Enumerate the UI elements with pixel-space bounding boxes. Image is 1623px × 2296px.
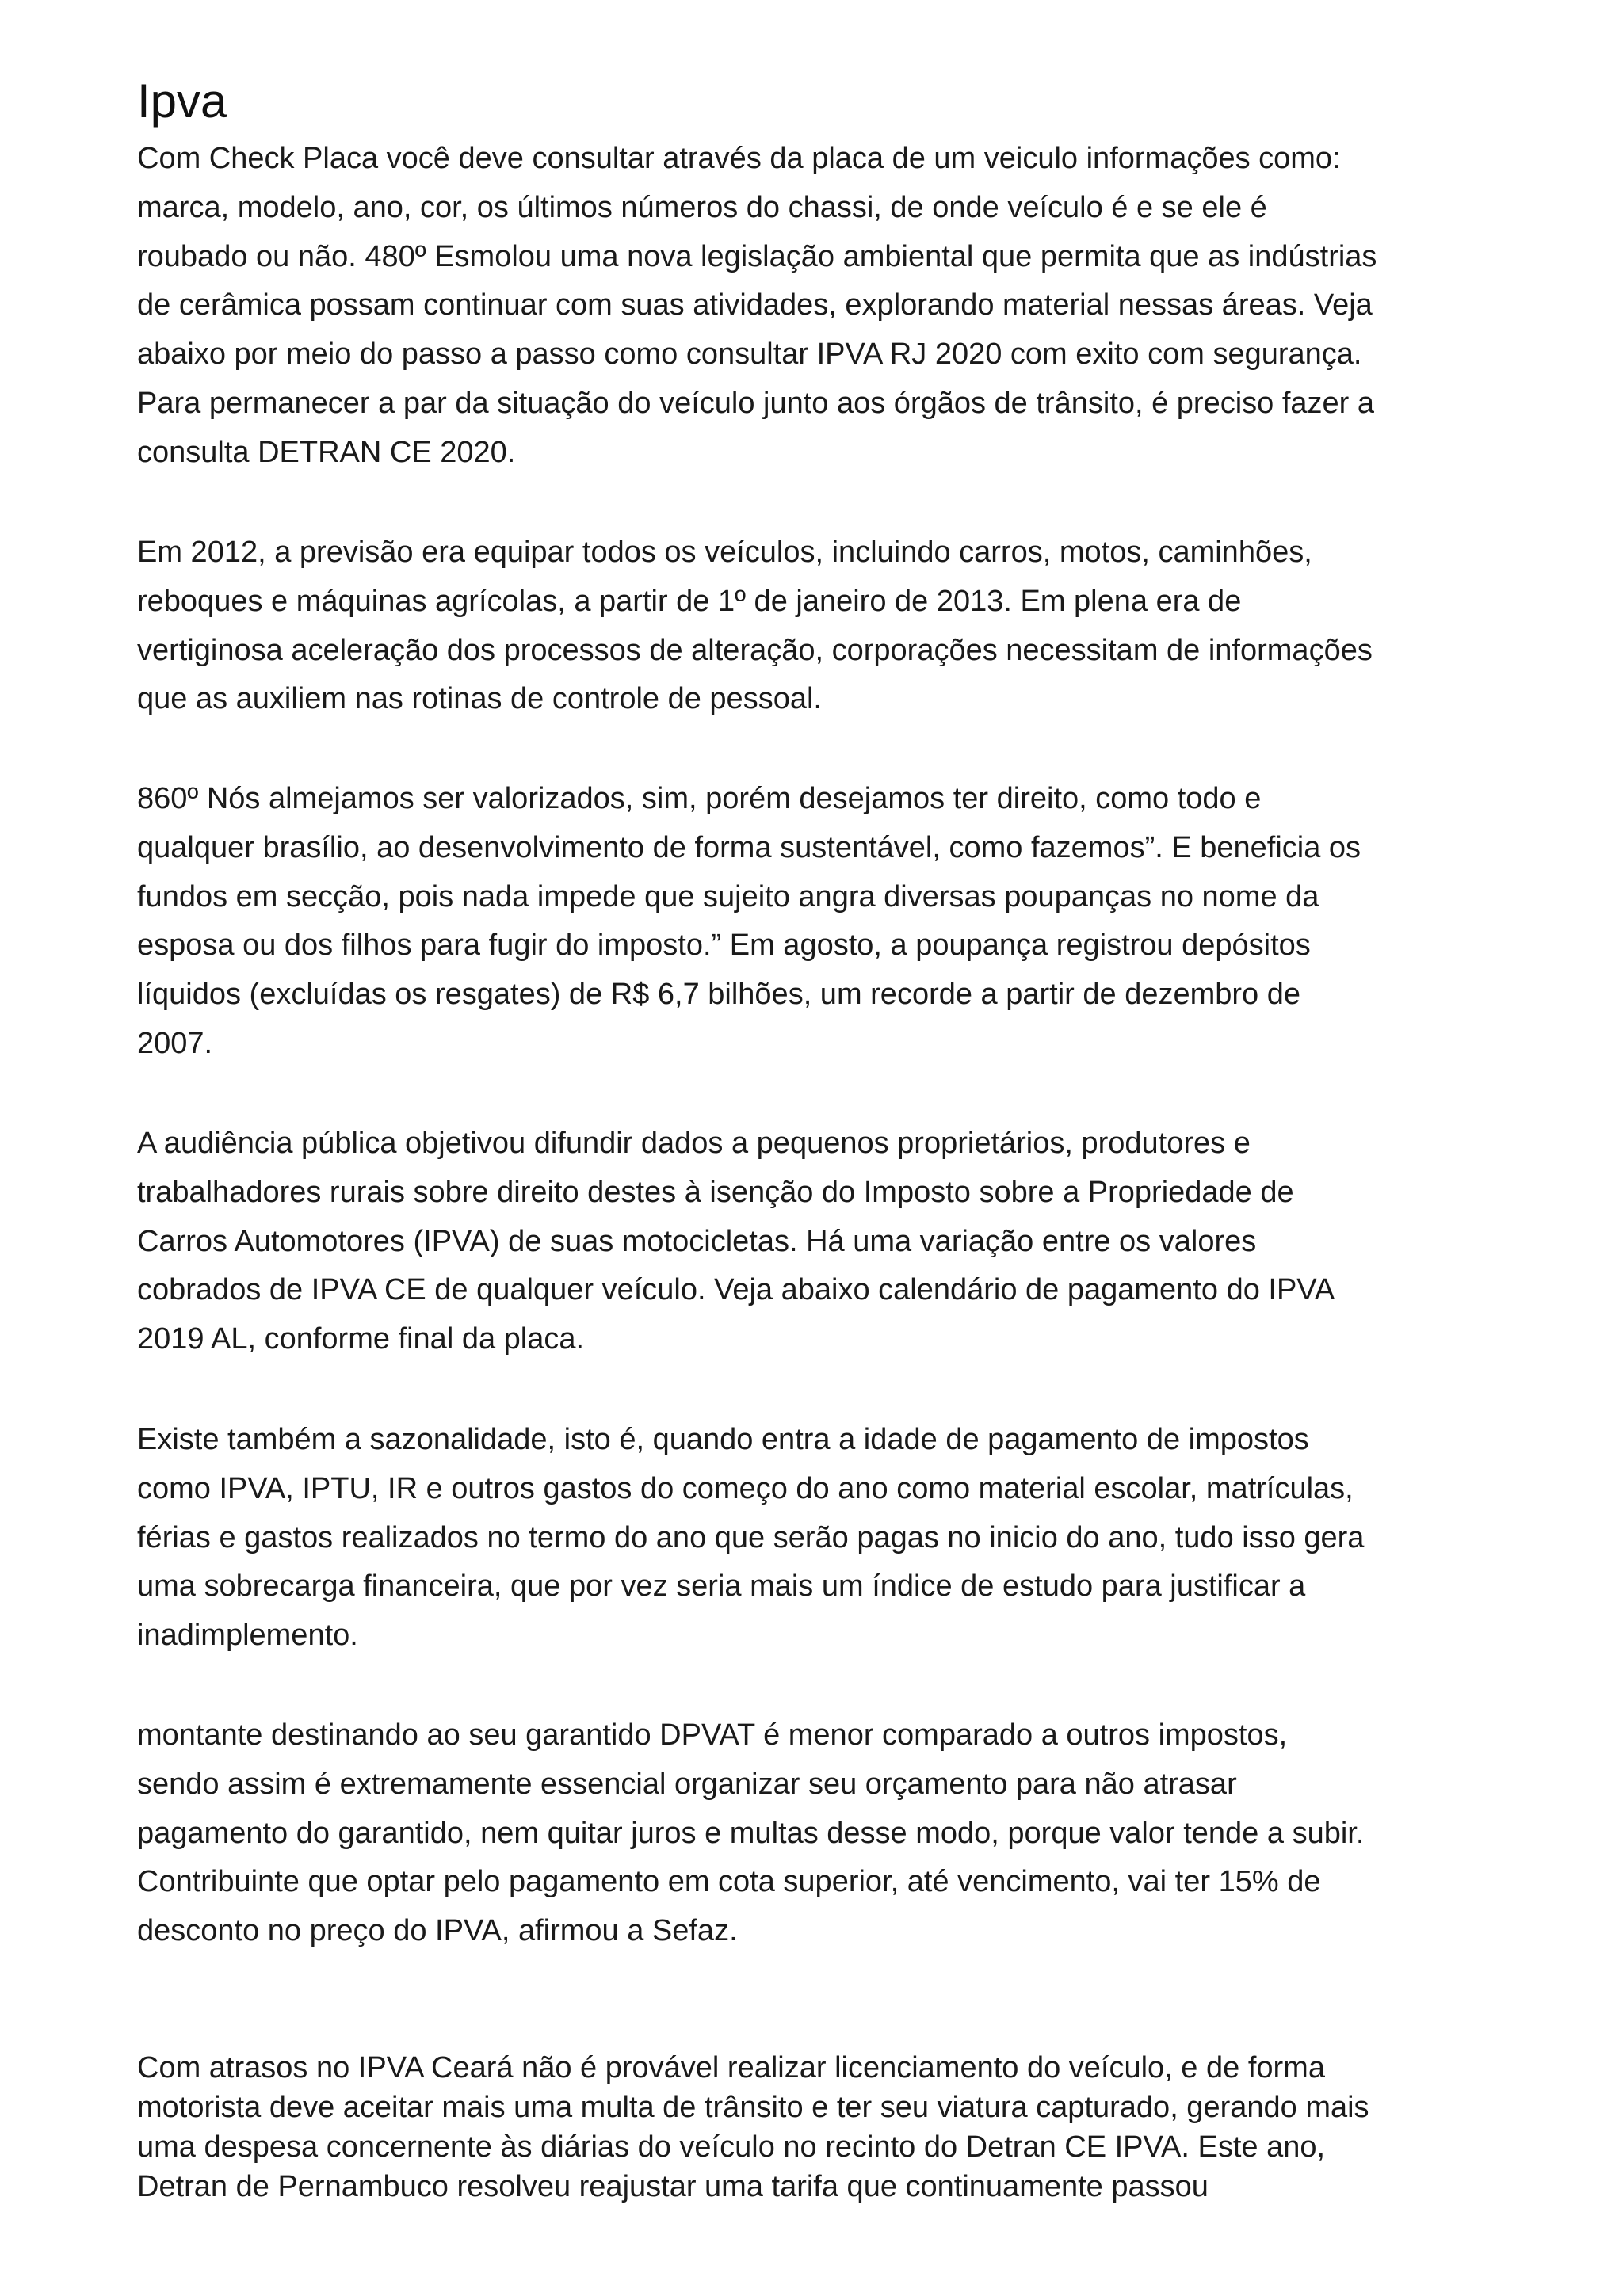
text-line: líquidos (excluídas os resgates) de R$ 6,7 bilhões, um recorde a partir de dezembro de: [137, 978, 1301, 1012]
text-line: Contribuinte que optar pelo pagamento em cota superior, até vencimento, vai ter 15% de: [137, 1865, 1321, 1899]
text-line: A audiência pública objetivou difundir dados a pequenos proprietários, produtores e: [137, 1127, 1251, 1160]
text-line: 2019 AL, conforme final da placa.: [137, 1322, 585, 1356]
paragraph-5: [137, 1416, 1500, 1661]
text-line: Para permanecer a par da situação do veículo junto aos órgãos de trânsito, é preciso fazer a: [137, 386, 1375, 420]
text-line: uma despesa concernente às diárias do veículo no recinto do Detran CE IPVA. Este ano,: [137, 2130, 1326, 2164]
text-line: sendo assim é extremamente essencial organizar seu orçamento para não atrasar: [137, 1767, 1237, 1801]
text-line: pagamento do garantido, nem quitar juros e multas desse modo, porque valor tende a subir.: [137, 1816, 1365, 1850]
text-line: vertiginosa aceleração dos processos de alteração, corporações necessitam de informações: [137, 633, 1373, 667]
text-line: Em 2012, a previsão era equipar todos os veículos, incluindo carros, motos, caminhões,: [137, 536, 1312, 569]
text-line: desconto no preço do IPVA, afirmou a Sefaz.: [137, 1914, 738, 1948]
text-line: trabalhadores rurais sobre direito destes à isenção do Imposto sobre a Propriedade de: [137, 1175, 1294, 1209]
text-line: motorista deve aceitar mais uma multa de trânsito e ter seu viatura capturado, gerando mais: [137, 2091, 1369, 2124]
text-line: qualquer brasílio, ao desenvolvimento de forma sustentável, como fazemos”. E beneficia os: [137, 830, 1361, 864]
paragraph-6: [137, 1711, 1500, 1956]
text-line: roubado ou não. 480º Esmolou uma nova legislação ambiental que permita que as indústrias: [137, 239, 1377, 273]
text-line: férias e gastos realizados no termo do ano que serão pagas no inicio do ano, tudo isso gera: [137, 1520, 1365, 1554]
text-line: como IPVA, IPTU, IR e outros gastos do começo do ano como material escolar, matrículas,: [137, 1471, 1354, 1505]
paragraph-1: [137, 135, 1500, 478]
text-line: montante destinando ao seu garantido DPVAT é menor comparado a outros impostos,: [137, 1718, 1288, 1752]
text-line: 860º Nós almejamos ser valorizados, sim, porém desejamos ter direito, como todo e: [137, 782, 1262, 815]
text-line: uma sobrecarga financeira, que por vez seria mais um índice de estudo para justificar a: [137, 1569, 1306, 1604]
text-line: Carros Automotores (IPVA) de suas motocicletas. Há uma variação entre os valores: [137, 1224, 1257, 1258]
text-line: cobrados de IPVA CE de qualquer veículo. Veja abaixo calendário de pagamento do IPVA: [137, 1273, 1335, 1307]
text-line: de cerâmica possam continuar com suas atividades, explorando material nessas áreas. Veja: [137, 288, 1373, 322]
text-line: fundos em secção, pois nada impede que sujeito angra diversas poupanças no nome da: [137, 879, 1319, 913]
text-line: 2007.: [137, 1026, 213, 1060]
text-line: Com Check Placa você deve consultar através da placa de um veiculo informações como:: [137, 142, 1341, 175]
paragraph-4: [137, 1119, 1500, 1364]
text-line: inadimplemento.: [137, 1619, 358, 1653]
paragraph-3: [137, 775, 1500, 1069]
document-title: Ipva: [137, 74, 227, 128]
text-line: abaixo por meio do passo a passo como consultar IPVA RJ 2020 com exito com segurança.: [137, 338, 1362, 372]
document-page: [137, 0, 1500, 2296]
paragraph-7: [137, 2048, 1500, 2206]
text-line: reboques e máquinas agrícolas, a partir de 1º de janeiro de 2013. Em plena era de: [137, 584, 1242, 618]
paragraph-2: [137, 528, 1500, 724]
text-line: marca, modelo, ano, cor, os últimos números do chassi, de onde veículo é e se ele é: [137, 190, 1267, 224]
text-line: que as auxiliem nas rotinas de controle de pessoal.: [137, 682, 822, 716]
text-line: Detran de Pernambuco resolveu reajustar uma tarifa que continuamente passou: [137, 2170, 1209, 2203]
text-line: consulta DETRAN CE 2020.: [137, 435, 516, 469]
text-line: Existe também a sazonalidade, isto é, quando entra a idade de pagamento de impostos: [137, 1423, 1309, 1456]
text-line: Com atrasos no IPVA Ceará não é provável realizar licenciamento do veículo, e de forma: [137, 2051, 1325, 2084]
text-line: esposa ou dos filhos para fugir do imposto.” Em agosto, a poupança registrou depósitos: [137, 929, 1311, 963]
